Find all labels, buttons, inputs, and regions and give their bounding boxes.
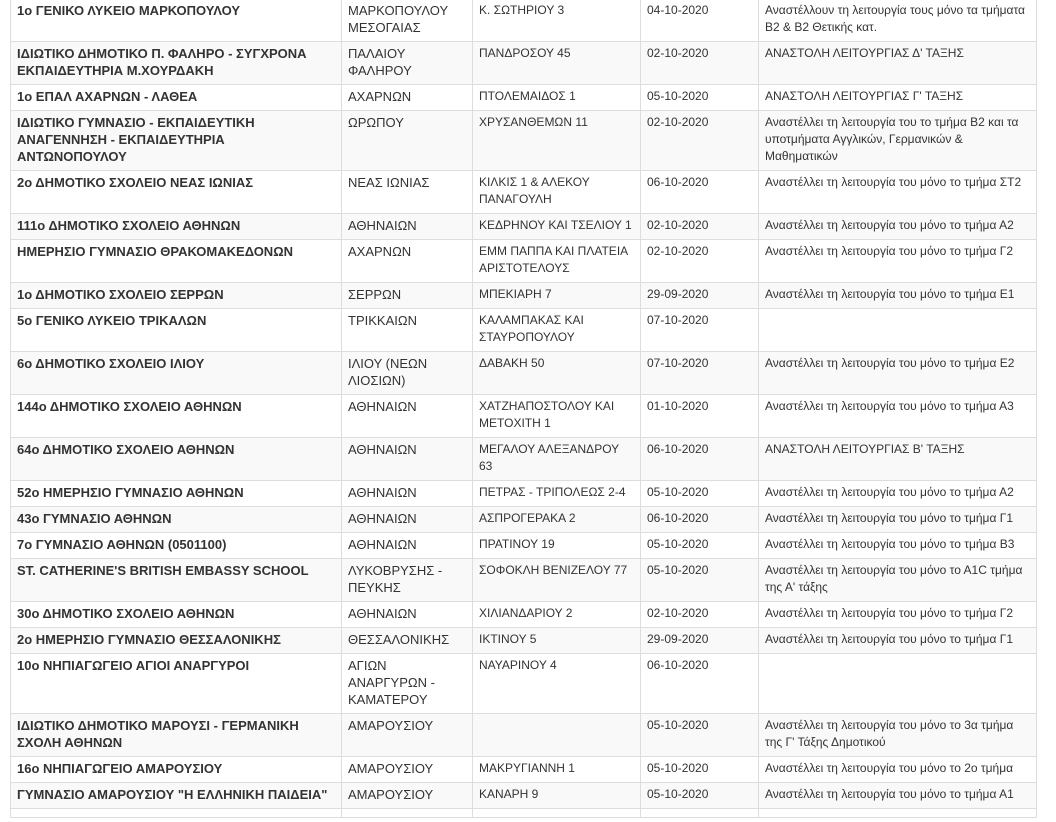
table-row (11, 809, 1037, 818)
address-cell (473, 809, 641, 818)
municipality-cell: ΑΘΗΝΑΙΩΝ (342, 602, 473, 628)
address-cell (473, 714, 641, 757)
school-name-cell: 144ο ΔΗΜΟΤΙΚΟ ΣΧΟΛΕΙΟ ΑΘΗΝΩΝ (11, 395, 342, 438)
table-row (11, 309, 1037, 352)
table-row (11, 0, 1037, 42)
table-row (11, 628, 1037, 654)
school-name-cell: 52ο ΗΜΕΡΗΣΙΟ ΓΥΜΝΑΣΙΟ ΑΘΗΝΩΝ (11, 481, 342, 507)
municipality-cell: ΑΘΗΝΑΙΩΝ (342, 438, 473, 481)
school-name-cell: 10ο ΝΗΠΙΑΓΩΓΕΙΟ ΑΓΙΟΙ ΑΝΑΡΓΥΡΟΙ (11, 654, 342, 714)
address-cell: ΠΡΑΤΙΝΟΥ 19 (473, 533, 641, 559)
note-cell (759, 809, 1037, 818)
date-cell: 02-10-2020 (641, 42, 759, 85)
school-name-cell: 1ο ΔΗΜΟΤΙΚΟ ΣΧΟΛΕΙΟ ΣΕΡΡΩΝ (11, 283, 342, 309)
date-cell: 06-10-2020 (641, 171, 759, 214)
note-cell: Αναστέλλει τη λειτουργία του μόνο το τμήμα Γ1 (759, 507, 1037, 533)
table-row (11, 283, 1037, 309)
table-row (11, 714, 1037, 757)
municipality-cell: ΑΧΑΡΝΩΝ (342, 85, 473, 111)
table-row (11, 395, 1037, 438)
address-cell: ΧΙΛΙΑΝΔΑΡΙΟΥ 2 (473, 602, 641, 628)
note-cell: ΑΝΑΣΤΟΛΗ ΛΕΙΤΟΥΡΓΙΑΣ Δ' ΤΑΞΗΣ (759, 42, 1037, 85)
date-cell: 02-10-2020 (641, 214, 759, 240)
address-cell: ΔΑΒΑΚΗ 50 (473, 352, 641, 395)
address-cell: ΝΑΥΑΡΙΝΟΥ 4 (473, 654, 641, 714)
address-cell: ΚΑΝΑΡΗ 9 (473, 783, 641, 809)
school-name-cell: 1ο ΓΕΝΙΚΟ ΛΥΚΕΙΟ ΜΑΡΚΟΠΟΥΛΟΥ (11, 0, 342, 42)
date-cell: 05-10-2020 (641, 85, 759, 111)
note-cell: Αναστέλλει τη λειτουργία του μόνο το Α1C τμήμα της Α' τάξης (759, 559, 1037, 602)
municipality-cell: ΛΥΚΟΒΡΥΣΗΣ - ΠΕΥΚΗΣ (342, 559, 473, 602)
address-cell: ΣΟΦΟΚΛΗ ΒΕΝΙΖΕΛΟΥ 77 (473, 559, 641, 602)
municipality-cell: ΑΜΑΡΟΥΣΙΟΥ (342, 757, 473, 783)
note-cell (759, 654, 1037, 714)
municipality-cell: ΑΘΗΝΑΙΩΝ (342, 481, 473, 507)
note-cell: Αναστέλλουν τη λειτουργία τους μόνο τα τμήματα Β2 & Β2 Θετικής κατ. (759, 0, 1037, 42)
municipality-cell: ΣΕΡΡΩΝ (342, 283, 473, 309)
school-name-cell: 2ο ΗΜΕΡΗΣΙΟ ΓΥΜΝΑΣΙΟ ΘΕΣΣΑΛΟΝΙΚΗΣ (11, 628, 342, 654)
note-cell: Αναστέλλει τη λειτουργία του το τμήμα Β2 και τα υποτμήματα Αγγλικών, Γερμανικών & Μαθηματικών (759, 111, 1037, 171)
address-cell: ΜΠΕΚΙΑΡΗ 7 (473, 283, 641, 309)
municipality-cell: ΑΘΗΝΑΙΩΝ (342, 507, 473, 533)
school-name-cell: ΙΔΙΩΤΙΚΟ ΔΗΜΟΤΙΚΟ Π. ΦΑΛΗΡΟ - ΣΥΓΧΡΟΝΑ ΕΚΠΑΙΔΕΥΤΗΡΙΑ Μ.ΧΟΥΡΔΑΚΗ (11, 42, 342, 85)
table-row (11, 111, 1037, 171)
date-cell: 02-10-2020 (641, 602, 759, 628)
note-cell: Αναστέλλει τη λειτουργία του μόνο το τμήμα Α2 (759, 214, 1037, 240)
table-row (11, 559, 1037, 602)
note-cell: Αναστέλλει τη λειτουργία του μόνο το τμήμα Β3 (759, 533, 1037, 559)
date-cell: 05-10-2020 (641, 533, 759, 559)
table-row (11, 42, 1037, 85)
school-name-cell: 7ο ΓΥΜΝΑΣΙΟ ΑΘΗΝΩΝ (0501100) (11, 533, 342, 559)
municipality-cell: ΜΑΡΚΟΠΟΥΛΟΥ ΜΕΣΟΓΑΙΑΣ (342, 0, 473, 42)
note-cell: Αναστέλλει τη λειτουργία του μόνο το τμήμα Γ2 (759, 602, 1037, 628)
date-cell: 29-09-2020 (641, 628, 759, 654)
table-row (11, 783, 1037, 809)
address-cell: ΚΑΛΑΜΠΑΚΑΣ ΚΑΙ ΣΤΑΥΡΟΠΟΥΛΟΥ (473, 309, 641, 352)
address-cell: ΠΕΤΡΑΣ - ΤΡΙΠΟΛΕΩΣ 2-4 (473, 481, 641, 507)
municipality-cell: ΑΜΑΡΟΥΣΙΟΥ (342, 783, 473, 809)
municipality-cell: ΙΛΙΟΥ (ΝΕΩΝ ΛΙΟΣΙΩΝ) (342, 352, 473, 395)
note-cell: Αναστέλλει τη λειτουργία του μόνο το 2ο τμήμα (759, 757, 1037, 783)
table-row (11, 240, 1037, 283)
date-cell: 06-10-2020 (641, 438, 759, 481)
date-cell: 07-10-2020 (641, 309, 759, 352)
date-cell: 05-10-2020 (641, 757, 759, 783)
address-cell: ΚΕΔΡΗΝΟΥ ΚΑΙ ΤΣΕΛΙΟΥ 1 (473, 214, 641, 240)
municipality-cell: ΑΘΗΝΑΙΩΝ (342, 533, 473, 559)
school-name-cell: ΓΥΜΝΑΣΙΟ ΑΜΑΡΟΥΣΙΟΥ "Η ΕΛΛΗΝΙΚΗ ΠΑΙΔΕΙΑ" (11, 783, 342, 809)
date-cell: 29-09-2020 (641, 283, 759, 309)
date-cell (641, 809, 759, 818)
school-name-cell: ΙΔΙΩΤΙΚΟ ΔΗΜΟΤΙΚΟ ΜΑΡΟΥΣΙ - ΓΕΡΜΑΝΙΚΗ ΣΧΟΛΗ ΑΘΗΝΩΝ (11, 714, 342, 757)
school-name-cell: 16ο ΝΗΠΙΑΓΩΓΕΙΟ ΑΜΑΡΟΥΣΙΟΥ (11, 757, 342, 783)
note-cell: Αναστέλλει τη λειτουργία του μόνο το τμήμα Ε1 (759, 283, 1037, 309)
address-cell: ΜΑΚΡΥΓΙΑΝΝΗ 1 (473, 757, 641, 783)
table-row (11, 438, 1037, 481)
note-cell: ΑΝΑΣΤΟΛΗ ΛΕΙΤΟΥΡΓΙΑΣ Β' ΤΑΞΗΣ (759, 438, 1037, 481)
address-cell: ΚΙΛΚΙΣ 1 & ΑΛΕΚΟΥ ΠΑΝΑΓΟΥΛΗ (473, 171, 641, 214)
address-cell: ΑΣΠΡΟΓΕΡΑΚΑ 2 (473, 507, 641, 533)
table-row (11, 214, 1037, 240)
municipality-cell: ΑΘΗΝΑΙΩΝ (342, 395, 473, 438)
date-cell: 06-10-2020 (641, 507, 759, 533)
table-row (11, 507, 1037, 533)
date-cell: 02-10-2020 (641, 111, 759, 171)
table-row (11, 171, 1037, 214)
date-cell: 05-10-2020 (641, 559, 759, 602)
municipality-cell (342, 809, 473, 818)
municipality-cell: ΑΘΗΝΑΙΩΝ (342, 214, 473, 240)
school-name-cell: 64ο ΔΗΜΟΤΙΚΟ ΣΧΟΛΕΙΟ ΑΘΗΝΩΝ (11, 438, 342, 481)
note-cell: Αναστέλλει τη λειτουργία του μόνο το τμήμα Α3 (759, 395, 1037, 438)
school-name-cell (11, 809, 342, 818)
table-row (11, 757, 1037, 783)
school-name-cell: ΙΔΙΩΤΙΚΟ ΓΥΜΝΑΣΙΟ - ΕΚΠΑΙΔΕΥΤΙΚΗ ΑΝΑΓΕΝΝΗΣΗ - ΕΚΠΑΙΔΕΥΤΗΡΙΑ ΑΝΤΩΝΟΠΟΥΛΟΥ (11, 111, 342, 171)
municipality-cell: ΑΧΑΡΝΩΝ (342, 240, 473, 283)
municipality-cell: ΠΑΛΑΙΟΥ ΦΑΛΗΡΟΥ (342, 42, 473, 85)
address-cell: ΠΑΝΔΡΟΣΟΥ 45 (473, 42, 641, 85)
school-closures-table (10, 0, 1037, 818)
school-name-cell: 30ο ΔΗΜΟΤΙΚΟ ΣΧΟΛΕΙΟ ΑΘΗΝΩΝ (11, 602, 342, 628)
school-name-cell: 43ο ΓΥΜΝΑΣΙΟ ΑΘΗΝΩΝ (11, 507, 342, 533)
address-cell: ΜΕΓΑΛΟΥ ΑΛΕΞΑΝΔΡΟΥ 63 (473, 438, 641, 481)
date-cell: 05-10-2020 (641, 714, 759, 757)
municipality-cell: ΘΕΣΣΑΛΟΝΙΚΗΣ (342, 628, 473, 654)
school-name-cell: 5ο ΓΕΝΙΚΟ ΛΥΚΕΙΟ ΤΡΙΚΑΛΩΝ (11, 309, 342, 352)
table-row (11, 85, 1037, 111)
note-cell: Αναστέλλει τη λειτουργία του μόνο το τμήμα Α1 (759, 783, 1037, 809)
date-cell: 06-10-2020 (641, 654, 759, 714)
table-row (11, 654, 1037, 714)
address-cell: ΠΤΟΛΕΜΑΙΔΟΣ 1 (473, 85, 641, 111)
note-cell: Αναστέλλει τη λειτουργία του μόνο το τμήμα Γ2 (759, 240, 1037, 283)
date-cell: 04-10-2020 (641, 0, 759, 42)
date-cell: 05-10-2020 (641, 783, 759, 809)
address-cell: ΕΜΜ ΠΑΠΠΑ ΚΑΙ ΠΛΑΤΕΙΑ ΑΡΙΣΤΟΤΕΛΟΥΣ (473, 240, 641, 283)
note-cell: Αναστέλλει τη λειτουργία του μόνο το τμήμα ΣΤ2 (759, 171, 1037, 214)
table-row (11, 533, 1037, 559)
school-name-cell: ΗΜΕΡΗΣΙΟ ΓΥΜΝΑΣΙΟ ΘΡΑΚΟΜΑΚΕΔΟΝΩΝ (11, 240, 342, 283)
date-cell: 01-10-2020 (641, 395, 759, 438)
note-cell: Αναστέλλει τη λειτουργία του μόνο το 3α τμήμα της Γ' Τάξης Δημοτικού (759, 714, 1037, 757)
address-cell: ΧΑΤΖΗΑΠΟΣΤΟΛΟΥ ΚΑΙ ΜΕΤΟΧΙΤΗ 1 (473, 395, 641, 438)
school-name-cell: 2ο ΔΗΜΟΤΙΚΟ ΣΧΟΛΕΙΟ ΝΕΑΣ ΙΩΝΙΑΣ (11, 171, 342, 214)
table-row (11, 602, 1037, 628)
municipality-cell: ΩΡΩΠΟΥ (342, 111, 473, 171)
table-body (11, 0, 1037, 818)
note-cell: Αναστέλλει τη λειτουργία του μόνο το τμήμα Ε2 (759, 352, 1037, 395)
address-cell: ΧΡΥΣΑΝΘΕΜΩΝ 11 (473, 111, 641, 171)
note-cell: Αναστέλλει τη λειτουργία του μόνο το τμήμα Γ1 (759, 628, 1037, 654)
table-row (11, 481, 1037, 507)
date-cell: 05-10-2020 (641, 481, 759, 507)
school-name-cell: ST. CATHERINE'S BRITISH EMBASSY SCHOOL (11, 559, 342, 602)
school-name-cell: 1ο ΕΠΑΛ ΑΧΑΡΝΩΝ - ΛΑΘΕΑ (11, 85, 342, 111)
date-cell: 07-10-2020 (641, 352, 759, 395)
note-cell: Αναστέλλει τη λειτουργία του μόνο το τμήμα Α2 (759, 481, 1037, 507)
municipality-cell: ΤΡΙΚΚΑΙΩΝ (342, 309, 473, 352)
school-name-cell: 111ο ΔΗΜΟΤΙΚΟ ΣΧΟΛΕΙΟ ΑΘΗΝΩΝ (11, 214, 342, 240)
address-cell: Κ. ΣΩΤΗΡΙΟΥ 3 (473, 0, 641, 42)
municipality-cell: ΑΓΙΩΝ ΑΝΑΡΓΥΡΩΝ - ΚΑΜΑΤΕΡΟΥ (342, 654, 473, 714)
address-cell: ΙΚΤΙΝΟΥ 5 (473, 628, 641, 654)
note-cell (759, 309, 1037, 352)
municipality-cell: ΝΕΑΣ ΙΩΝΙΑΣ (342, 171, 473, 214)
school-name-cell: 6ο ΔΗΜΟΤΙΚΟ ΣΧΟΛΕΙΟ ΙΛΙΟΥ (11, 352, 342, 395)
table-row (11, 352, 1037, 395)
note-cell: ΑΝΑΣΤΟΛΗ ΛΕΙΤΟΥΡΓΙΑΣ Γ' ΤΑΞΗΣ (759, 85, 1037, 111)
municipality-cell: ΑΜΑΡΟΥΣΙΟΥ (342, 714, 473, 757)
date-cell: 02-10-2020 (641, 240, 759, 283)
